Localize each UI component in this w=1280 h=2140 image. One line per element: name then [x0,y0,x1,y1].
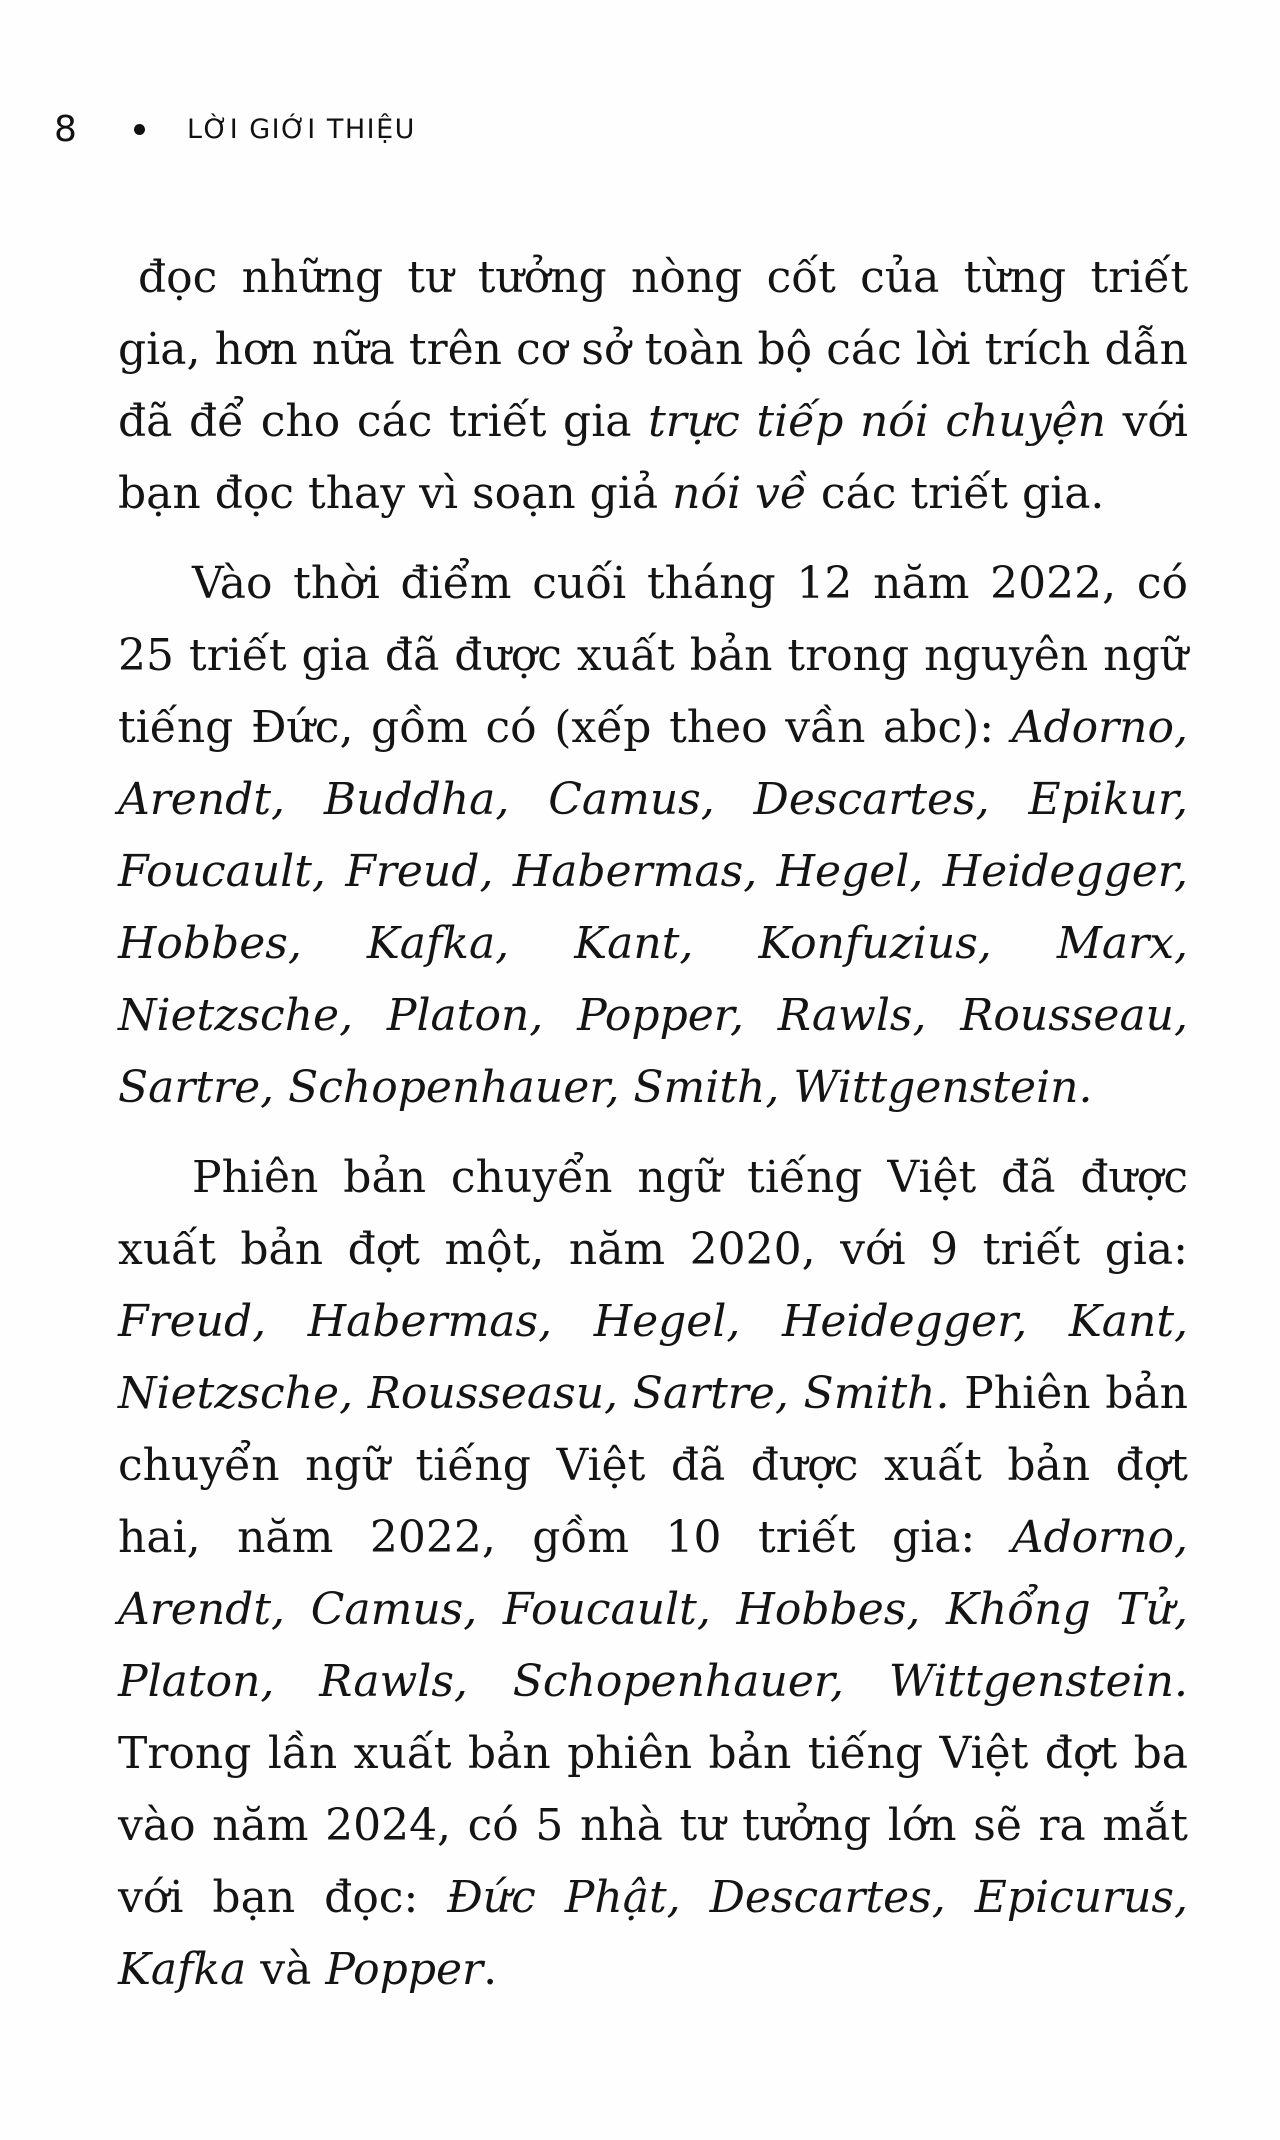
italic-segment: nói về [672,468,807,519]
italic-segment: trực tiếp nói chuyện [648,396,1106,447]
text-segment: Trong lần xuất bản phiên bản tiếng Việt đợt ba vào năm 2024, có 5 nhà tư tưởng lớn sẽ ra mắt với bạn đọc: [118,1728,1188,1923]
bullet-separator-icon [134,124,145,135]
text-segment: Phiên bản chuyển ngữ tiếng Việt đã được xuất bản đợt hai, năm 2022, gồm 10 triết gia: [118,1368,1188,1563]
section-title: LỜI GIỚI THIỆU [187,113,416,145]
text-segment: với bạn đọc thay vì soạn giả [118,396,1188,519]
italic-segment: Popper [325,1944,484,1995]
text-segment: Phiên bản chuyển ngữ tiếng Việt đã được xuất bản đợt một, năm 2020, với 9 triết gia: [118,1152,1188,1275]
italic-segment: Adorno, Arendt, Camus, Foucault, Hobbes, Khổng Tử, Platon, Rawls, Schopenhauer, Wittgenstein. [118,1512,1188,1707]
text-segment: Vào thời điểm cuối tháng 12 năm 2022, có 25 triết gia đã được xuất bản trong nguyên ngữ tiếng Đức, gồm có (xếp theo vần abc): [118,558,1188,753]
body-text [118,242,1188,2024]
italic-segment: Adorno, Arendt, Buddha, Camus, Descartes, Epikur, Foucault, Freud, Habermas, Hegel, Heidegger, Hobbes, Kafka, Kant, Konfuzius, Marx, Nietzsche, Platon, Popper, Rawls, Rousseau, Sartre, Schopenhauer, Smith, Wittgenstein. [118,702,1188,1113]
text-segment: đọc những tư tưởng nòng cốt của từng triết gia, hơn nữa trên cơ sở toàn bộ các lời trích dẫn đã để cho các triết gia [118,252,1188,447]
page-number: 8 [54,108,77,150]
paragraph-1 [118,242,1188,530]
italic-segment: Freud, Habermas, Hegel, Heidegger, Kant, Nietzsche, Rousseasu, Sartre, Smith. [118,1296,1188,1419]
paragraph-2 [118,548,1188,1124]
text-segment: và [246,1944,326,1995]
text-segment: các triết gia. [806,468,1105,519]
running-head [54,104,416,154]
paragraph-3 [118,1142,1188,2006]
text-segment: . [483,1944,498,1995]
italic-segment: Đức Phật, Descartes, Epicurus, Kafka [118,1872,1188,1995]
